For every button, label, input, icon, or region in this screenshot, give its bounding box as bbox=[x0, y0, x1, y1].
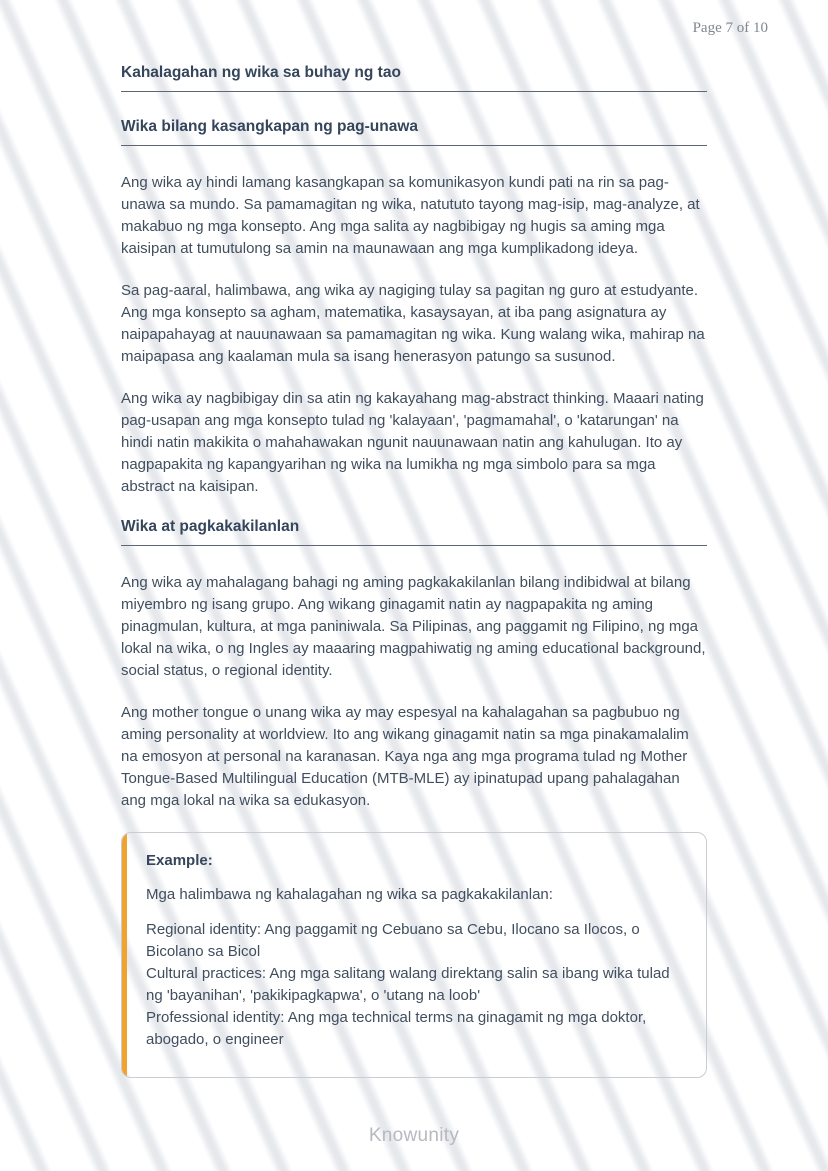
paragraph: Sa pag-aaral, halimbawa, ang wika ay nagiging tulay sa pagitan ng guro at estudyante. Ang mga konsepto sa agham, matematika, kasaysayan, at iba pang asignatura ay naipapahayag at nauunawaan sa pamamagitan ng wika. Kung walang wika, mahirap na maipapasa ang kaalaman mula sa isang henerasyon patungo sa susunod. bbox=[121, 282, 705, 365]
example-accent-bar bbox=[122, 833, 127, 1077]
document-content bbox=[121, 64, 707, 1078]
paragraph: Ang wika ay hindi lamang kasangkapan sa komunikasyon kundi pati na rin sa pag-unawa sa mundo. Sa pamamagitan ng wika, natututo tayong mag-isip, mag-analyze, at makabuo ng mga konsepto. Ang mga salita ay nagbibigay ng hugis sa aming mga kaisipan at tumutulong sa amin na maunawaan ang mga kumplikadong ideya. bbox=[121, 174, 700, 257]
example-item-professional-identity: Professional identity: Ang mga technical terms na ginagamit ng mga doktor, abogado, o engineer bbox=[146, 1009, 647, 1048]
example-box bbox=[121, 832, 707, 1078]
paragraph: Ang wika ay nagbibigay din sa atin ng kakayahang mag-abstract thinking. Maaari nating pag-usapan ang mga konsepto tulad ng 'kalayaan', 'pagmamahal', o 'katarungan' na hindi natin makikita o mahahawakan ngunit nauunawaan natin ang kahulugan. Ito ay nagpapakita ng kapangyarihan ng wika na lumikha ng mga simbolo para sa mga abstract na kaisipan. bbox=[121, 390, 704, 495]
section-heading-pagkakakilanlan: Wika at pagkakakilanlan bbox=[121, 518, 707, 546]
example-label: Example: bbox=[146, 852, 213, 869]
example-item-regional-identity: Regional identity: Ang paggamit ng Cebuano sa Cebu, Ilocano sa Ilocos, o Bicolano sa Bicol bbox=[146, 921, 640, 960]
paragraph: Ang mother tongue o unang wika ay may espesyal na kahalagahan sa pagbubuo ng aming personality at worldview. Ito ang wikang ginagamit natin sa mga pinakamalalim na emosyon at personal na karanasan. Kaya nga ang mga programa tulad ng Mother Tongue-Based Multilingual Education (MTB-MLE) ay ipinatupad upang pahalagahan ang mga lokal na wika sa edukasyon. bbox=[121, 704, 689, 809]
paragraph: Ang wika ay mahalagang bahagi ng aming pagkakakilanlan bilang indibidwal at bilang miyembro ng isang grupo. Ang wikang ginagamit natin ay nagpapakita ng aming pinagmulan, kultura, at mga paniniwala. Sa Pilipinas, ang paggamit ng Filipino, ng mga lokal na wika, o ng Ingles ay maaaring magpahiwatig ng aming educational background, social status, o regional identity. bbox=[121, 574, 706, 679]
page-number: Page 7 of 10 bbox=[692, 20, 768, 36]
example-item-cultural-practices: Cultural practices: Ang mga salitang walang direktang salin sa ibang wika tulad ng 'bayanihan', 'pakikipagkapwa', o 'utang na loob' bbox=[146, 965, 670, 1004]
section-heading-kasangkapan: Wika bilang kasangkapan ng pag-unawa bbox=[121, 118, 707, 146]
example-intro: Mga halimbawa ng kahalagahan ng wika sa pagkakakilanlan: bbox=[146, 886, 553, 903]
brand-footer: Knowunity bbox=[368, 1125, 460, 1146]
section-heading-kahalagahan: Kahalagahan ng wika sa buhay ng tao bbox=[121, 64, 707, 92]
